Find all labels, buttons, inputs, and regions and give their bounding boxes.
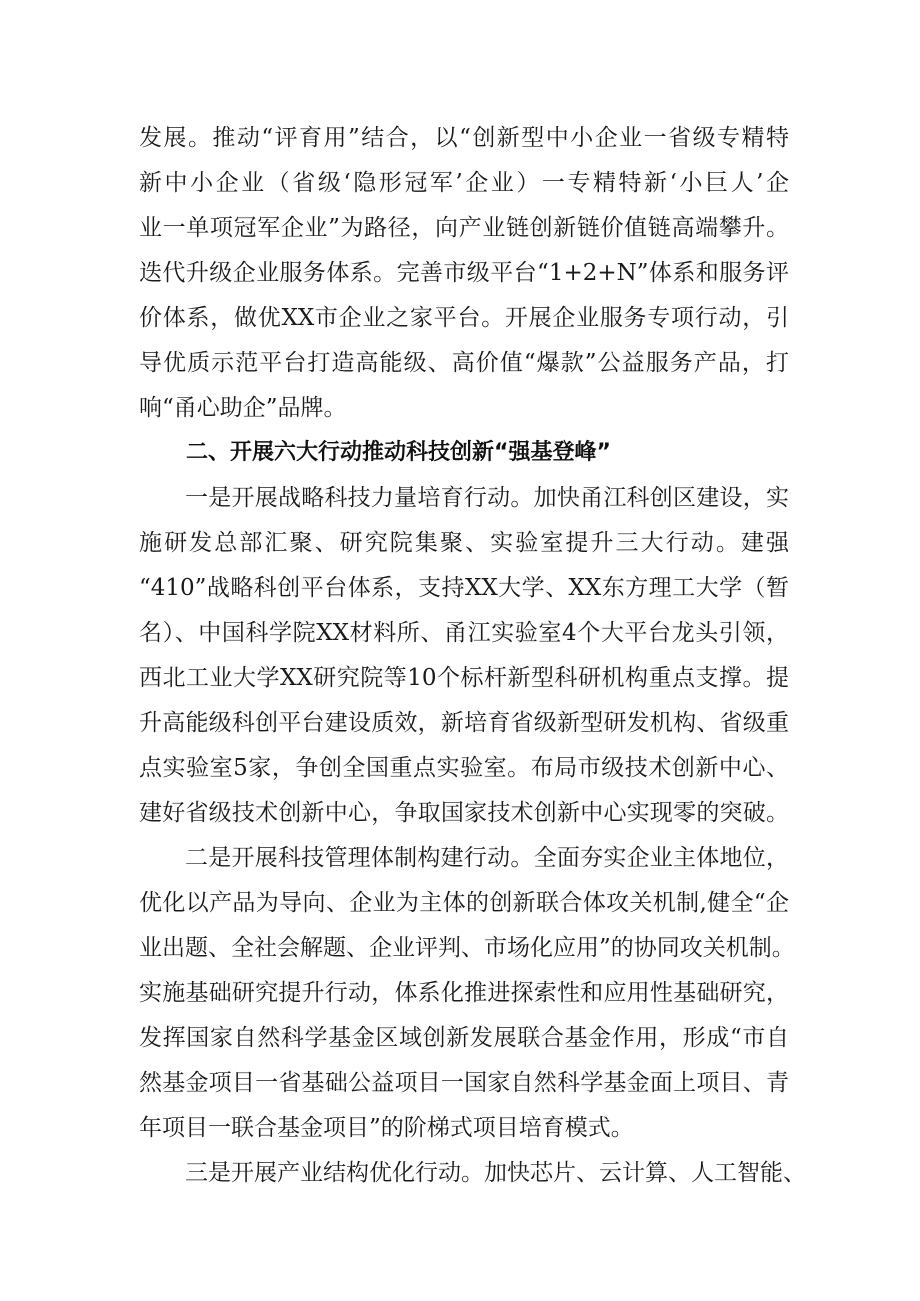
paragraph-line: 建好省级技术创新中心，争取国家技术创新中心实现零的突破。 [139, 800, 789, 826]
paragraph-line: 导优质示范平台打造高能级、高价值“爆款”公益服务产品，打 [139, 350, 789, 376]
paragraph-line: 西北工业大学XX研究院等10个标杆新型科研机构重点支撑。提 [139, 665, 789, 691]
paragraph-line: 业一单项冠军企业”为路径，向产业链创新链价值链高端攀升。 [139, 215, 789, 241]
paragraph-line: 价体系，做优XX市企业之家平台。开展企业服务专项行动，引 [139, 305, 789, 331]
paragraph-line: 优化以产品为导向、企业为主体的创新联合体攻关机制,健全“企 [139, 890, 789, 916]
paragraph-line: 然基金项目一省基础公益项目一国家自然科学基金面上项目、青 [139, 1070, 789, 1096]
paragraph-line: 实施基础研究提升行动，体系化推进探索性和应用性基础研究， [139, 980, 789, 1006]
paragraph-line: 迭代升级企业服务体系。完善市级平台“1+2+N”体系和服务评 [139, 260, 789, 286]
paragraph-line: “410”战略科创平台体系，支持XX大学、XX东方理工大学（暂 [139, 575, 789, 601]
paragraph-line: 新中小企业（省级‘隐形冠军’企业）一专精特新‘小巨人’企 [139, 170, 789, 196]
paragraph-line: 名）、中国科学院XX材料所、甬江实验室4个大平台龙头引领， [139, 620, 789, 646]
paragraph-line: 施研发总部汇聚、研究院集聚、实验室提升三大行动。建强 [139, 530, 789, 556]
paragraph-line: 发展。推动“评育用”结合，以“创新型中小企业一省级专精特 [139, 125, 789, 151]
paragraph-line: 业出题、全社会解题、企业评判、市场化应用”的协同攻关机制。 [139, 935, 795, 961]
paragraph-line: 年项目一联合基金项目”的阶梯式项目培育模式。 [139, 1115, 634, 1141]
paragraph-line: 升高能级科创平台建设质效，新培育省级新型研发机构、省级重 [139, 710, 789, 736]
paragraph-line: 一是开展战略科技力量培育行动。加快甬江科创区建设，实 [185, 485, 789, 511]
paragraph-line: 响“甬心助企”品牌。 [139, 395, 347, 421]
paragraph-line: 点实验室5家，争创全国重点实验室。布局市级技术创新中心、 [139, 755, 789, 781]
paragraph-line: 三是开展产业结构优化行动。加快芯片、云计算、人工智能、 [185, 1160, 806, 1186]
paragraph-line: 发挥国家自然科学基金区域创新发展联合基金作用，形成“市自 [139, 1025, 789, 1051]
paragraph-line: 二是开展科技管理体制构建行动。全面夯实企业主体地位， [185, 845, 789, 871]
section-heading: 二、开展六大行动推动科技创新“强基登峰” [186, 440, 611, 465]
